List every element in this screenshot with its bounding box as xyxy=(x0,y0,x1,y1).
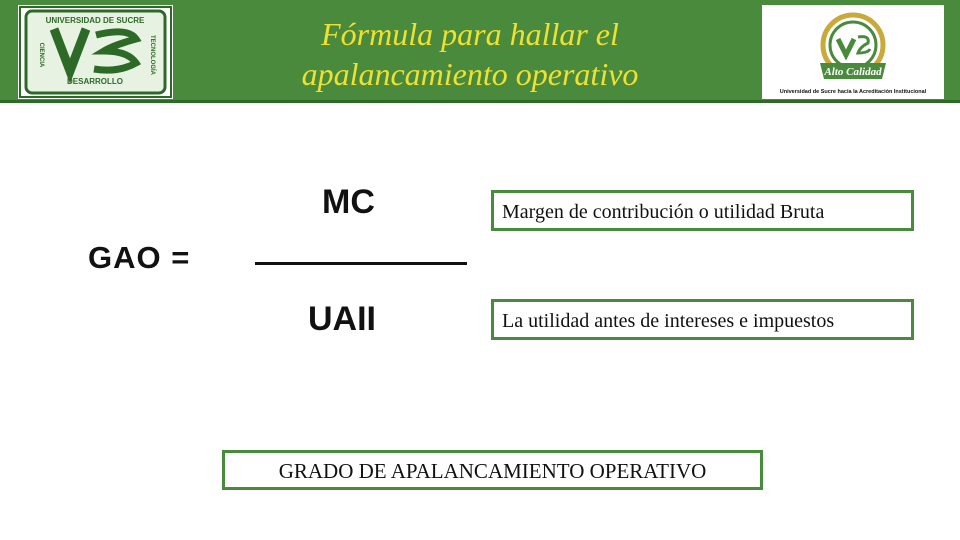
formula-numerator: MC xyxy=(322,183,375,221)
logo-right-text: TECNOLOGÍA xyxy=(149,35,155,75)
university-shield-icon xyxy=(18,5,173,99)
logo-top-text: UNIVERSIDAD DE SUCRE xyxy=(45,16,145,25)
alta-calidad-badge-icon xyxy=(762,5,944,99)
logo-bottom-text: DESARROLLO xyxy=(67,77,123,86)
formula-lhs: GAO = xyxy=(88,240,191,275)
definition-gao: GRADO DE APALANCAMIENTO OPERATIVO xyxy=(222,450,763,490)
slide-title xyxy=(240,14,700,94)
definition-uaii: La utilidad antes de intereses e impuestos xyxy=(491,299,914,340)
definition-mc: Margen de contribución o utilidad Bruta xyxy=(491,190,914,231)
logo-caption: Universidad de Sucre hacia la Acreditación Institucional xyxy=(779,89,927,95)
fraction-bar xyxy=(255,262,467,265)
acreditacion-logo xyxy=(762,5,944,99)
header-divider xyxy=(0,100,960,103)
formula-denominator: UAII xyxy=(308,300,376,338)
title-line-2: apalancamiento operativo xyxy=(301,56,639,92)
title-line-1: Fórmula para hallar el xyxy=(321,16,619,52)
logo-left-text: CIENCIA xyxy=(38,42,44,68)
badge-text: Alto Calidad xyxy=(824,66,882,78)
universidad-de-sucre-logo xyxy=(18,5,173,99)
